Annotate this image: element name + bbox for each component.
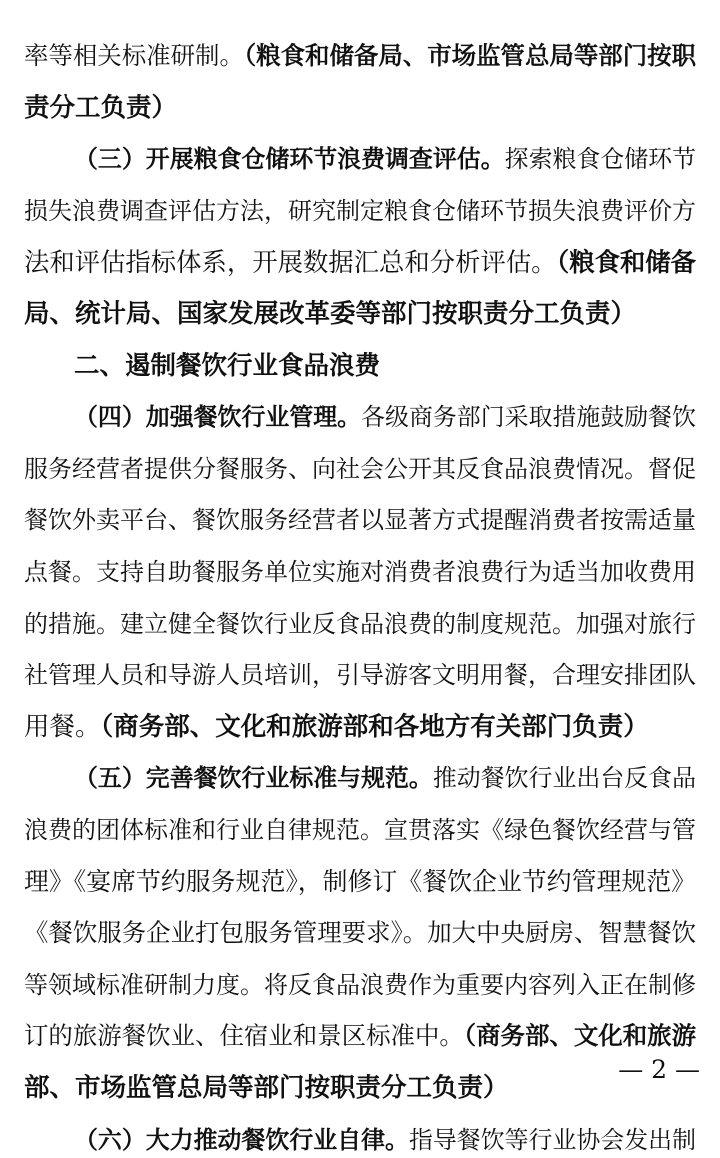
text-line: 局、统计局、国家发展改革委等部门按职责分工负责）: [24, 299, 637, 329]
section-heading-6: （六）大力推动餐饮行业自律。指导餐饮等行业协会发出制: [74, 1126, 697, 1154]
text-line: 餐饮外卖平台、餐饮服务经营者以显著方式提醒消费者按需适量: [24, 506, 696, 534]
text-line: 用餐。（商务部、文化和旅游部和各地方有关部门负责）: [24, 712, 649, 742]
text-line: 率等相关标准研制。（粮食和储备局、市场监管总局等部门按职: [24, 41, 697, 70]
section-heading-4: （四）加强餐饮行业管理。各级商务部门采取措施鼓励餐饮: [74, 403, 697, 431]
text-line: 等领域标准研制力度。将反食品浪费作为重要内容列入正在制修: [24, 971, 696, 999]
section-heading-2: 二、遏制餐饮行业食品浪费: [74, 351, 381, 381]
text-line: 《餐饮服务企业打包服务管理要求》。加大中央厨房、智慧餐饮: [24, 918, 697, 947]
text-line: 点餐。支持自助餐服务单位实施对消费者浪费行为适当加收费用: [24, 558, 696, 586]
section-heading-3: （三）开展粮食仓储环节浪费调查评估。探索粮食仓储环节: [74, 145, 697, 173]
text-line: 责分工负责）: [24, 93, 178, 123]
section-heading-5: （五）完善餐饮行业标准与规范。推动餐饮行业出台反食品: [74, 764, 697, 792]
page-number: — 2 —: [618, 1055, 700, 1084]
text-line: 的措施。建立健全餐饮行业反食品浪费的制度规范。加强对旅行: [24, 610, 696, 638]
text-line: 社管理人员和导游人员培训，引导游客文明用餐，合理安排团队: [24, 661, 696, 689]
text-line: 服务经营者提供分餐服务、向社会公开其反食品浪费情况。督促: [24, 455, 696, 483]
text-line: 法和评估指标体系，开展数据汇总和分析评估。（粮食和储备: [24, 247, 697, 277]
text-line: 理》《宴席节约服务规范》，制修订《餐饮企业节约管理规范》: [24, 867, 696, 896]
text-line: 订的旅游餐饮业、住宿业和景区标准中。（商务部、文化和旅游: [24, 1021, 697, 1050]
text-line: 浪费的团体标准和行业自律规范。宣贯落实《绿色餐饮经营与管: [24, 816, 696, 844]
text-line: 部、市场监管总局等部门按职责分工负责）: [24, 1073, 509, 1103]
text-line: 损失浪费调查评估方法，研究制定粮食仓储环节损失浪费评价方: [24, 197, 696, 225]
